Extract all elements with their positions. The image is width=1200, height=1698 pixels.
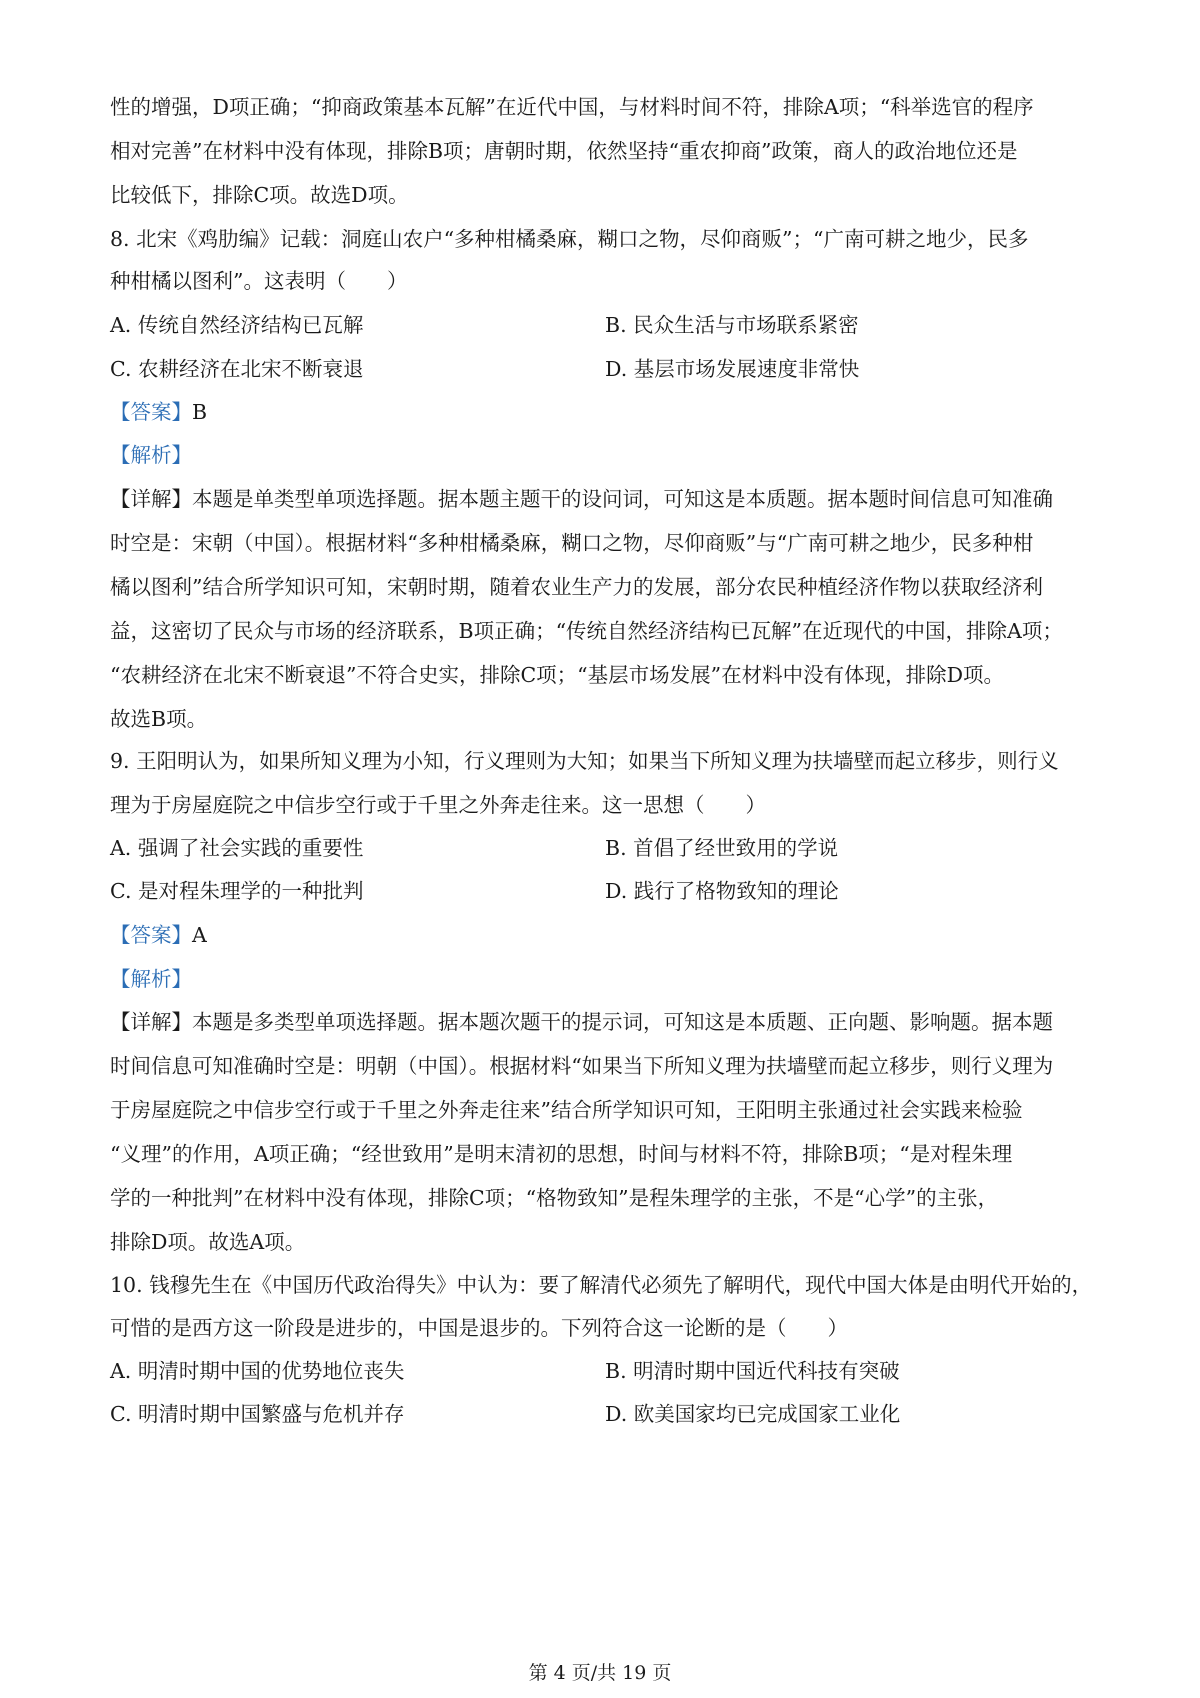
q8-stem-line-1: 8. 北宋《鸡肋编》记载：洞庭山农户“多种柑橘桑麻，糊口之物，尽仰商贩”；“广南可耕之地少，民多 xyxy=(110,227,1029,251)
q9-option-b: B. 首倡了经世致用的学说 xyxy=(605,836,839,860)
q10-option-d: D. 欧美国家均已完成国家工业化 xyxy=(605,1402,901,1426)
q9-detail-line-3: 于房屋庭院之中信步空行或于千里之外奔走往来”结合所学知识可知，王阳明主张通过社会实践来检验 xyxy=(110,1098,1023,1122)
q10-stem-line-2: 可惜的是西方这一阶段是进步的，中国是退步的。下列符合这一论断的是（ ） xyxy=(110,1316,848,1340)
page-number-footer: 第 4 页/共 19 页 xyxy=(528,1662,672,1684)
q10-option-c: C. 明清时期中国繁盛与危机并存 xyxy=(110,1402,405,1426)
prev-explanation-line-1: 性的增强，D项正确；“抑商政策基本瓦解”在近代中国，与材料时间不符，排除A项；“科举选官的程序 xyxy=(110,95,1034,119)
q8-detail-line-4: 益，这密切了民众与市场的经济联系，B项正确；“传统自然经济结构已瓦解”在近现代的中国，排除A项； xyxy=(110,619,1063,643)
q9-detail-text-1: 本题是多类型单项选择题。据本题次题干的提示词，可知这是本质题、正向题、影响题。据本题 xyxy=(192,1010,1053,1034)
q8-detail-text-1: 本题是单类型单项选择题。据本题主题干的设问词，可知这是本质题。据本题时间信息可知准确 xyxy=(192,487,1053,511)
q9-option-a: A. 强调了社会实践的重要性 xyxy=(110,836,364,860)
prev-explanation-line-3: 比较低下，排除C项。故选D项。 xyxy=(110,183,409,207)
q9-option-d: D. 践行了格物致知的理论 xyxy=(605,879,839,903)
q8-answer-tag: 【答案】 xyxy=(110,400,192,424)
q8-detail-line-1 xyxy=(110,484,1100,514)
prev-explanation-line-2: 相对完善”在材料中没有体现，排除B项；唐朝时期，依然坚持“重农抑商”政策，商人的政治地位还是 xyxy=(110,139,1018,163)
q8-detail-line-3: 橘以图利”结合所学知识可知，宋朝时期，随着农业生产力的发展，部分农民种植经济作物以获取经济利 xyxy=(110,575,1043,599)
q8-detail-line-2: 时空是：宋朝（中国）。根据材料“多种柑橘桑麻，糊口之物，尽仰商贩”与“广南可耕之地少，民多种柑 xyxy=(110,531,1034,555)
q8-option-b: B. 民众生活与市场联系紧密 xyxy=(605,313,859,337)
q9-answer xyxy=(110,920,1100,950)
q8-option-d: D. 基层市场发展速度非常快 xyxy=(605,357,860,381)
q9-stem-line-2: 理为于房屋庭院之中信步空行或于千里之外奔走往来。这一思想（ ） xyxy=(110,793,766,817)
q8-answer xyxy=(110,397,1100,427)
q9-detail-line-2: 时间信息可知准确时空是：明朝（中国）。根据材料“如果当下所知义理为扶墙壁而起立移步，则行义理为 xyxy=(110,1054,1054,1078)
q9-detail-line-4: “义理”的作用，A项正确；“经世致用”是明末清初的思想，时间与材料不符，排除B项；“是对程朱理 xyxy=(110,1142,1013,1166)
q9-detail-line-6: 排除D项。故选A项。 xyxy=(110,1230,306,1254)
q9-detail-line-1 xyxy=(110,1007,1100,1037)
q9-analysis-tag: 【解析】 xyxy=(110,967,192,991)
q10-option-a: A. 明清时期中国的优势地位丧失 xyxy=(110,1359,405,1383)
q9-answer-tag: 【答案】 xyxy=(110,923,192,947)
q9-option-c: C. 是对程朱理学的一种批判 xyxy=(110,879,364,903)
q8-detail-tag: 【详解】 xyxy=(110,487,192,511)
q9-stem-line-1: 9. 王阳明认为，如果所知义理为小知，行义理则为大知；如果当下所知义理为扶墙壁而起立移步，则行义 xyxy=(110,749,1059,773)
q10-stem-line-1: 10. 钱穆先生在《中国历代政治得失》中认为：要了解清代必须先了解明代，现代中国大体是由明代开始的， xyxy=(110,1273,1093,1297)
q8-answer-value: B xyxy=(192,400,208,424)
q9-detail-tag: 【详解】 xyxy=(110,1010,192,1034)
q8-stem-line-2: 种柑橘以图利”。这表明（ ） xyxy=(110,269,408,293)
q9-detail-line-5: 学的一种批判”在材料中没有体现，排除C项；“格物致知”是程朱理学的主张，不是“心学”的主张， xyxy=(110,1186,999,1210)
q8-option-c: C. 农耕经济在北宋不断衰退 xyxy=(110,357,364,381)
q8-detail-line-6: 故选B项。 xyxy=(110,707,208,731)
q8-detail-line-5: “农耕经济在北宋不断衰退”不符合史实，排除C项；“基层市场发展”在材料中没有体现，排除D项。 xyxy=(110,663,1005,687)
q8-option-a: A. 传统自然经济结构已瓦解 xyxy=(110,313,364,337)
q8-analysis-heading xyxy=(110,440,1100,470)
q10-option-b: B. 明清时期中国近代科技有突破 xyxy=(605,1359,900,1383)
q9-analysis-heading xyxy=(110,964,1100,994)
q8-analysis-tag: 【解析】 xyxy=(110,443,192,467)
q9-answer-value: A xyxy=(192,923,207,947)
